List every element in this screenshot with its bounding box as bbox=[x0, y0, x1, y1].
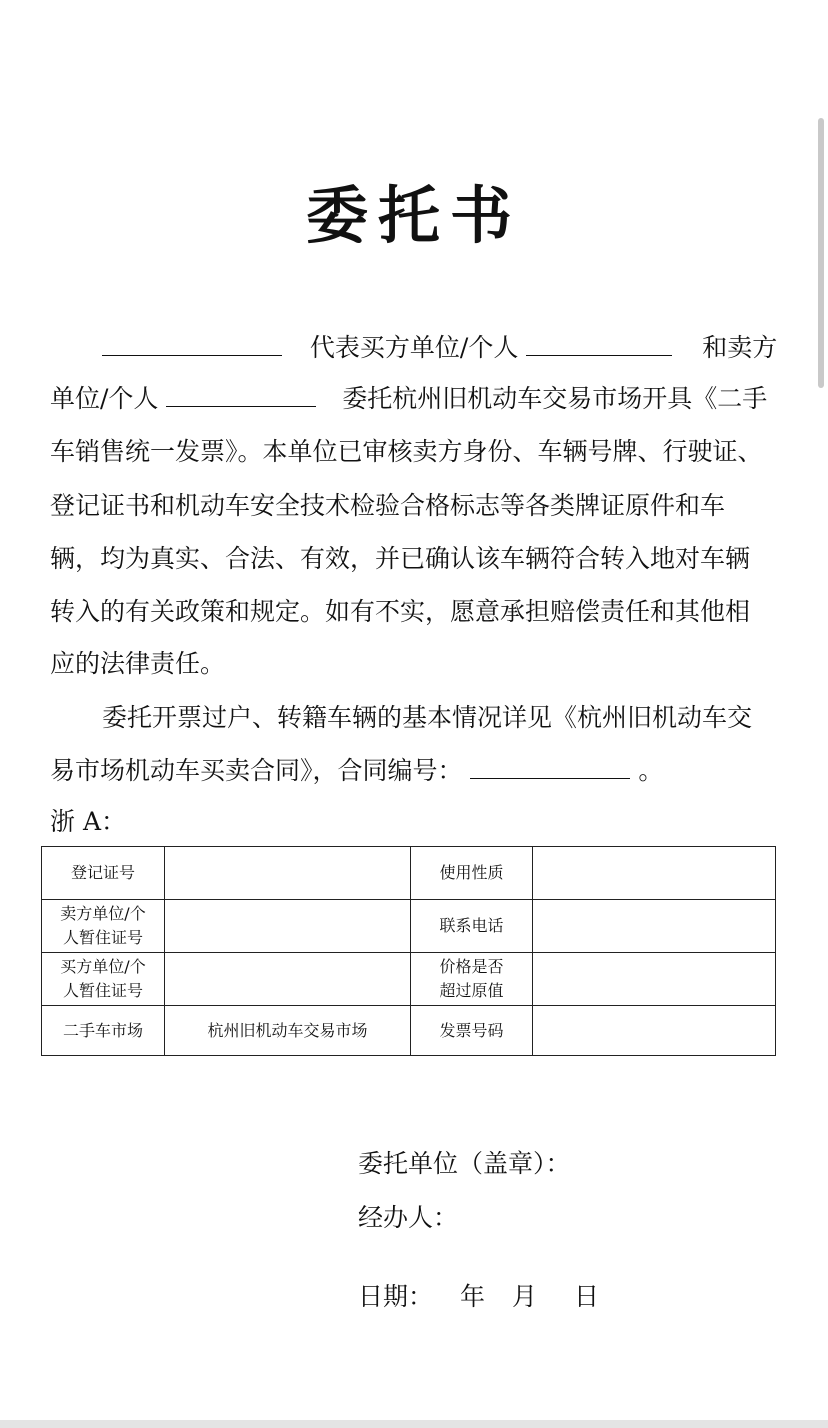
text-seller-start: 和卖方 bbox=[702, 333, 778, 362]
paragraph-1-line-4: 登记证书和机动车安全技术检验合格标志等各类牌证原件和车 bbox=[50, 491, 726, 520]
value-buyer-id bbox=[165, 953, 411, 1006]
label-used-car-market: 二手车市场 bbox=[42, 1006, 165, 1056]
value-used-car-market: 杭州旧机动车交易市场 bbox=[165, 1006, 411, 1056]
table-row bbox=[42, 953, 776, 1006]
label-price-exceeds-line-1: 价格是否 bbox=[439, 957, 504, 976]
label-seller-id-line-1: 卖方单位/个 bbox=[60, 904, 146, 923]
vertical-scrollbar[interactable] bbox=[818, 118, 824, 388]
entrusting-unit-seal: 委托单位（盖章）： bbox=[358, 1149, 571, 1178]
text-buyer-label: 代表买方单位/个人 bbox=[309, 333, 519, 362]
blank-contract-number bbox=[470, 754, 630, 779]
text-contract-number-label: 易市场机动车买卖合同》，合同编号： bbox=[50, 756, 463, 785]
label-registration-number: 登记证号 bbox=[42, 847, 165, 900]
text-seller-label: 单位/个人 bbox=[50, 384, 159, 413]
label-buyer-id-line-2: 人暂住证号 bbox=[62, 981, 143, 1000]
vehicle-info-table bbox=[41, 846, 776, 1056]
label-invoice-number: 发票号码 bbox=[411, 1006, 533, 1056]
paragraph-1-line-1 bbox=[102, 330, 777, 366]
label-price-exceeds bbox=[411, 953, 533, 1006]
value-usage-nature bbox=[533, 847, 776, 900]
paragraph-1-line-3: 车销售统一发票》。本单位已审核卖方身份、车辆号牌、行驶证、 bbox=[50, 437, 763, 466]
label-buyer-id bbox=[42, 953, 165, 1006]
value-invoice-number bbox=[533, 1006, 776, 1056]
document-title: 委托书 bbox=[305, 179, 522, 252]
paragraph-1-line-7: 应的法律责任。 bbox=[50, 649, 226, 678]
table-row bbox=[42, 900, 776, 953]
paragraph-1-line-2 bbox=[50, 381, 767, 417]
label-seller-id bbox=[42, 900, 165, 953]
label-usage-nature: 使用性质 bbox=[411, 847, 533, 900]
blank-representative bbox=[102, 331, 282, 356]
label-contact-phone: 联系电话 bbox=[411, 900, 533, 953]
label-seller-id-line-2: 人暂住证号 bbox=[62, 928, 143, 947]
date-day: 日 bbox=[574, 1282, 600, 1311]
text-period: 。 bbox=[638, 756, 664, 785]
paragraph-2-line-1: 委托开票过户、转籍车辆的基本情况详见《杭州旧机动车交 bbox=[102, 703, 753, 732]
table-row bbox=[42, 1006, 776, 1056]
bottom-edge bbox=[0, 1420, 828, 1428]
handler-label: 经办人： bbox=[358, 1203, 459, 1232]
value-seller-id bbox=[165, 900, 411, 953]
table-row bbox=[42, 847, 776, 900]
label-buyer-id-line-1: 买方单位/个 bbox=[60, 957, 146, 976]
date-label: 日期： bbox=[358, 1282, 434, 1311]
paragraph-2-line-2 bbox=[50, 753, 663, 789]
paragraph-1-line-5: 辆，均为真实、合法、有效，并已确认该车辆符合转入地对车辆 bbox=[50, 544, 751, 573]
value-contact-phone bbox=[533, 900, 776, 953]
label-price-exceeds-line-2: 超过原值 bbox=[439, 981, 504, 1000]
paragraph-1-line-6: 转入的有关政策和规定。如有不实，愿意承担赔偿责任和其他相 bbox=[50, 597, 751, 626]
value-price-exceeds bbox=[533, 953, 776, 1006]
value-registration-number bbox=[165, 847, 411, 900]
date-year: 年 bbox=[460, 1282, 486, 1311]
text-entrust: 委托杭州旧机动车交易市场开具《二手 bbox=[342, 384, 768, 413]
blank-buyer bbox=[526, 331, 672, 356]
date-month: 月 bbox=[512, 1282, 538, 1311]
plate-prefix: 浙 A： bbox=[50, 807, 127, 836]
blank-seller bbox=[166, 382, 316, 407]
